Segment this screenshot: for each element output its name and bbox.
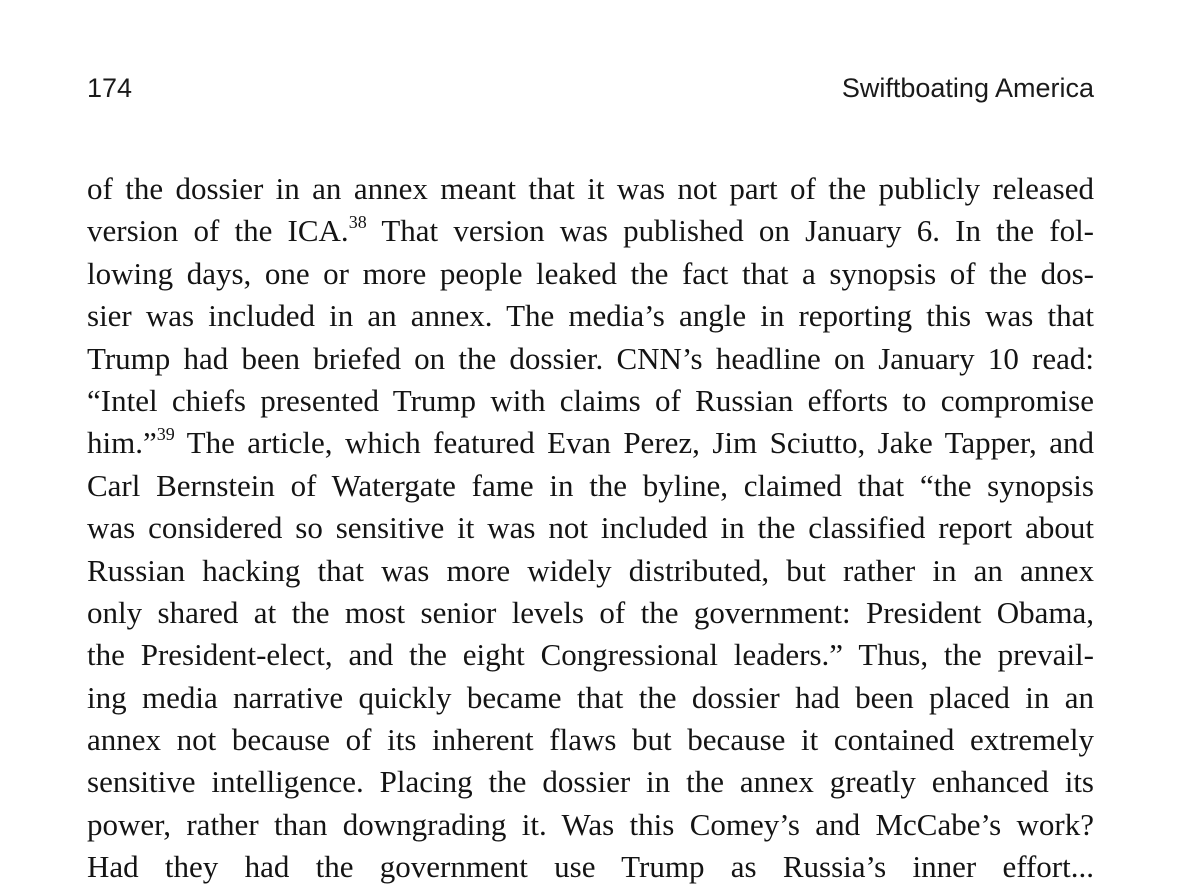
text-line: ing media narrative quickly became that the dossier had been placed in an [87,679,1094,715]
text-line: was considered so sensitive it was not included in the classified report about [87,510,1094,546]
running-title: Swiftboating America [841,72,1094,103]
text-line: lowing days, one or more people leaked the fact that a synopsis of the dos- [87,255,1094,291]
text-line: Trump had been briefed on the dossier. CNN’s headline on January 10 read: [87,340,1094,376]
text-line: version of the ICA.$^{38}$ That version was published on January 6. In the fol- [87,212,1094,249]
body-text [87,168,1094,889]
text-line: power, rather than downgrading it. Was this Comey’s and McCabe’s work? [87,806,1094,842]
text-line: “Intel chiefs presented Trump with claims of Russian efforts to compromise [87,382,1094,418]
footnote-marker: 38 [348,212,367,233]
text-line: Carl Bernstein of Watergate fame in the byline, claimed that “the synopsis [87,467,1094,503]
text-line: him.”$^{39}$ The article, which featured Evan Perez, Jim Sciutto, Jake Tapper, and [87,424,1094,461]
text-line: sensitive intelligence. Placing the dossier in the annex greatly enhanced its [87,764,1094,800]
text-line-cut-off: Had they had the government use Trump as Russia’s inner effort... [87,849,1094,885]
running-head [87,70,1094,106]
text-line: sier was included in an annex. The media’s angle in reporting this was that [87,298,1094,334]
text-line: only shared at the most senior levels of the government: President Obama, [87,594,1094,630]
text-line: of the dossier in an annex meant that it was not part of the publicly released [87,171,1094,206]
text-line: the President-elect, and the eight Congressional leaders.” Thus, the prevail- [87,637,1094,673]
text-line: Russian hacking that was more widely distributed, but rather in an annex [87,552,1094,588]
footnote-marker: 39 [156,424,175,445]
text-line: annex not because of its inherent flaws but because it contained extremely [87,722,1094,758]
page-number: 174 [87,72,133,103]
